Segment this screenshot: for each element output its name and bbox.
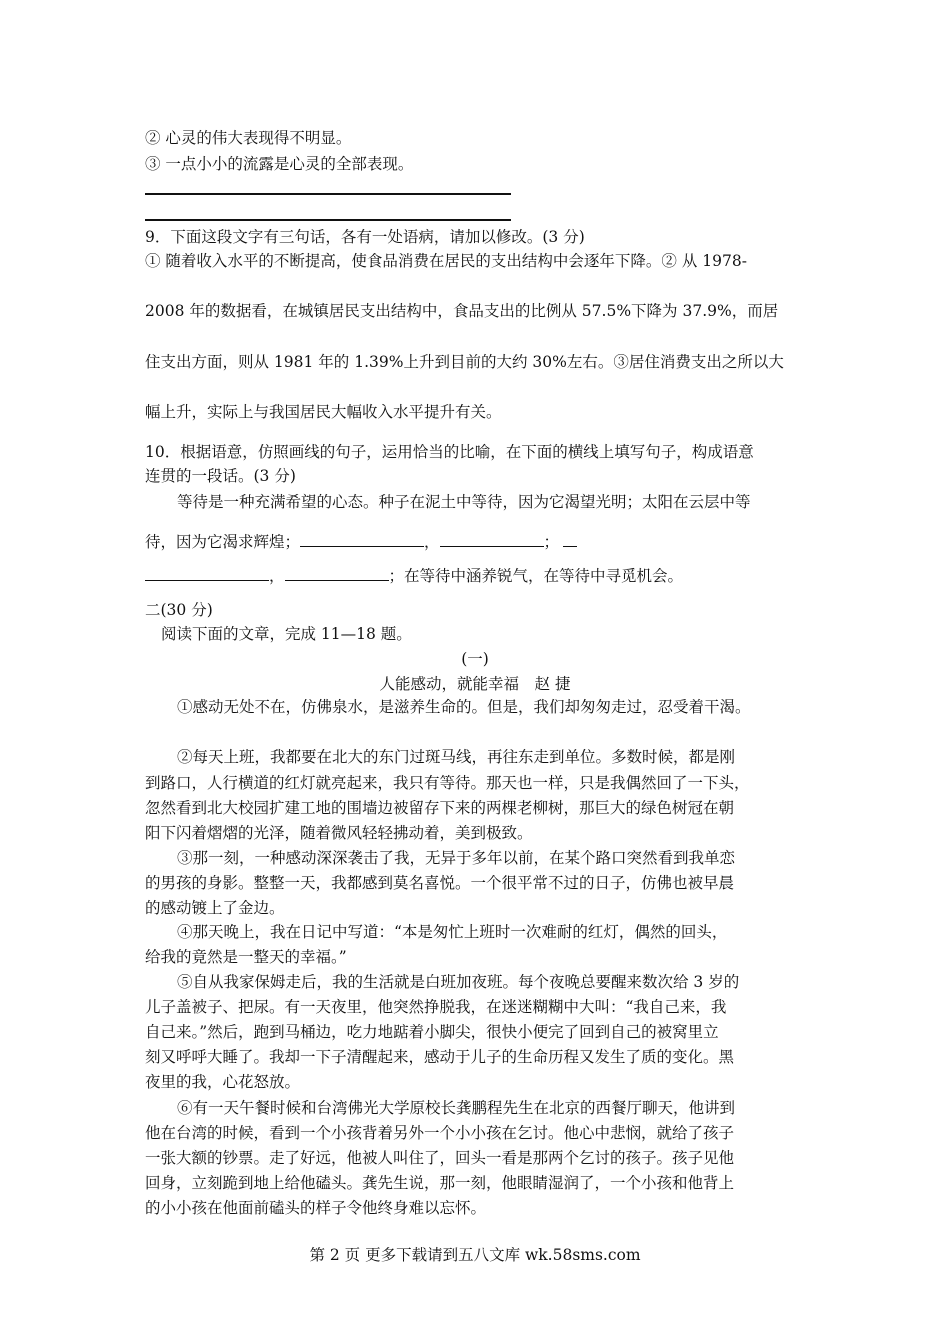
fill-blank-2[interactable] bbox=[440, 530, 544, 547]
paragraph-3-line-2: 的男孩的身影。整整一天，我都感到莫名喜悦。一个很平常不过的日子，仿佛也被早晨 bbox=[145, 874, 735, 892]
q10-line-3-comma: ， bbox=[269, 567, 285, 585]
paragraph-4-line-1: ④那天晚上，我在日记中写道：“本是匆忙上班时一次难耐的红灯，偶然的回头， bbox=[177, 923, 728, 941]
q9-line-3: 住支出方面，则从 1981 年的 1.39%上升到目前的大约 30%左右。③居住消费支出之所以大 bbox=[145, 353, 784, 371]
paragraph-2-line-1: ②每天上班，我都要在北大的东门过斑马线，再往东走到单位。多数时候，都是刚 bbox=[177, 748, 736, 766]
q10-paragraph-line-2-text: 待，因为它渴求辉煌； bbox=[145, 533, 301, 551]
q9-line-4: 幅上升，实际上与我国居民大幅收入水平提升有关。 bbox=[145, 403, 502, 421]
paragraph-4-line-2: 给我的竟然是一整天的幸福。” bbox=[145, 948, 347, 966]
fill-blank-4[interactable] bbox=[285, 564, 389, 581]
section-2-heading: 二(30 分) bbox=[145, 601, 213, 619]
paragraph-6-line-1: ⑥有一天午餐时候和台湾佛光大学原校长龚鹏程先生在北京的西餐厅聊天，他讲到 bbox=[177, 1099, 736, 1117]
paragraph-5-line-1: ⑤自从我家保姆走后，我的生活就是白班加夜班。每个夜晚总要醒来数次给 3 岁的 bbox=[177, 973, 740, 991]
q9-title: 9．下面这段文字有三句话，各有一处语病，请加以修改。(3 分) bbox=[145, 228, 585, 246]
intro-item-3: ③ 一点小小的流露是心灵的全部表现。 bbox=[145, 155, 414, 173]
fill-blank-3-start[interactable] bbox=[563, 530, 577, 547]
article-title: 人能感动，就能幸福 赵 捷 bbox=[379, 675, 571, 693]
part-label: (一) bbox=[461, 650, 489, 668]
paragraph-6-line-2: 他在台湾的时候，看到一个小孩背着另外一个小小孩在乞讨。他心中悲悯，就给了孩子 bbox=[145, 1124, 735, 1142]
paragraph-6-line-3: 一张大额的钞票。走了好远，他被人叫住了，回头一看是那两个乞讨的孩子。孩子见他 bbox=[145, 1149, 735, 1167]
q10-line-3-tail: ；在等待中涵养锐气，在等待中寻觅机会。 bbox=[388, 567, 684, 585]
fill-blank-3[interactable] bbox=[145, 564, 269, 581]
q9-line-1: ① 随着收入水平的不断提高，使食品消费在居民的支出结构中会逐年下降。② 从 1978- bbox=[145, 252, 747, 270]
page-footer: 第 2 页 更多下载请到五八文库 wk.58sms.com bbox=[309, 1246, 641, 1264]
q10-separator-comma: ， bbox=[424, 533, 440, 551]
paragraph-5-line-4: 刻又呼呼大睡了。我却一下子清醒起来，感动于儿子的生命历程又发生了质的变化。黑 bbox=[145, 1048, 735, 1066]
paragraph-3-line-1: ③那一刻，一种感动深深袭击了我，无异于多年以前，在某个路口突然看到我单恋 bbox=[177, 849, 736, 867]
intro-item-2: ② 心灵的伟大表现得不明显。 bbox=[145, 129, 352, 147]
answer-line-2 bbox=[145, 219, 511, 221]
q10-title-line-1: 10．根据语意，仿照画线的句子，运用恰当的比喻，在下面的横线上填写句子，构成语意 bbox=[145, 443, 754, 461]
paragraph-2-line-3: 忽然看到北大校园扩建工地的围墙边被留存下来的两棵老柳树，那巨大的绿色树冠在朝 bbox=[145, 799, 735, 817]
answer-line-1 bbox=[145, 193, 511, 195]
paragraph-3-line-3: 的感动镀上了金边。 bbox=[145, 899, 285, 917]
paragraph-1-line-1: ①感动无处不在，仿佛泉水，是滋养生命的。但是，我们却匆匆走过，忍受着干渴。 bbox=[177, 698, 751, 716]
fill-blank-1[interactable] bbox=[300, 530, 424, 547]
paragraph-6-line-5: 的小小孩在他面前磕头的样子令他终身难以忘怀。 bbox=[145, 1199, 487, 1217]
paragraph-5-line-2: 儿子盖被子、把尿。有一天夜里，他突然挣脱我，在迷迷糊糊中大叫：“我自己来，我 bbox=[145, 998, 727, 1016]
q9-line-2: 2008 年的数据看，在城镇居民支出结构中，食品支出的比例从 57.5%下降为 37.9%，而居 bbox=[145, 302, 779, 320]
q10-paragraph-line-1: 等待是一种充满希望的心态。种子在泥土中等待，因为它渴望光明；太阳在云层中等 bbox=[177, 493, 751, 511]
q10-paragraph-line-2 bbox=[145, 530, 577, 553]
section-2-instruction: 阅读下面的文章，完成 11—18 题。 bbox=[161, 625, 412, 643]
paragraph-2-line-4: 阳下闪着熠熠的光泽，随着微风轻轻拂动着，美到极致。 bbox=[145, 824, 533, 842]
q10-separator-semicolon: ； bbox=[543, 533, 560, 551]
q10-title-line-2: 连贯的一段话。(3 分) bbox=[145, 467, 296, 485]
paragraph-2-line-2: 到路口，人行横道的红灯就亮起来，我只有等待。那天也一样，只是我偶然回了一下头， bbox=[145, 774, 750, 792]
paragraph-5-line-3: 自己来。”然后，跑到马桶边，吃力地踮着小脚尖，很快小便完了回到自己的被窝里立 bbox=[145, 1023, 719, 1041]
paragraph-6-line-4: 回身，立刻跪到地上给他磕头。龚先生说，那一刻，他眼睛湿润了，一个小孩和他背上 bbox=[145, 1174, 735, 1192]
q10-paragraph-line-3 bbox=[145, 564, 683, 587]
paragraph-5-line-5: 夜里的我，心花怒放。 bbox=[145, 1073, 301, 1091]
